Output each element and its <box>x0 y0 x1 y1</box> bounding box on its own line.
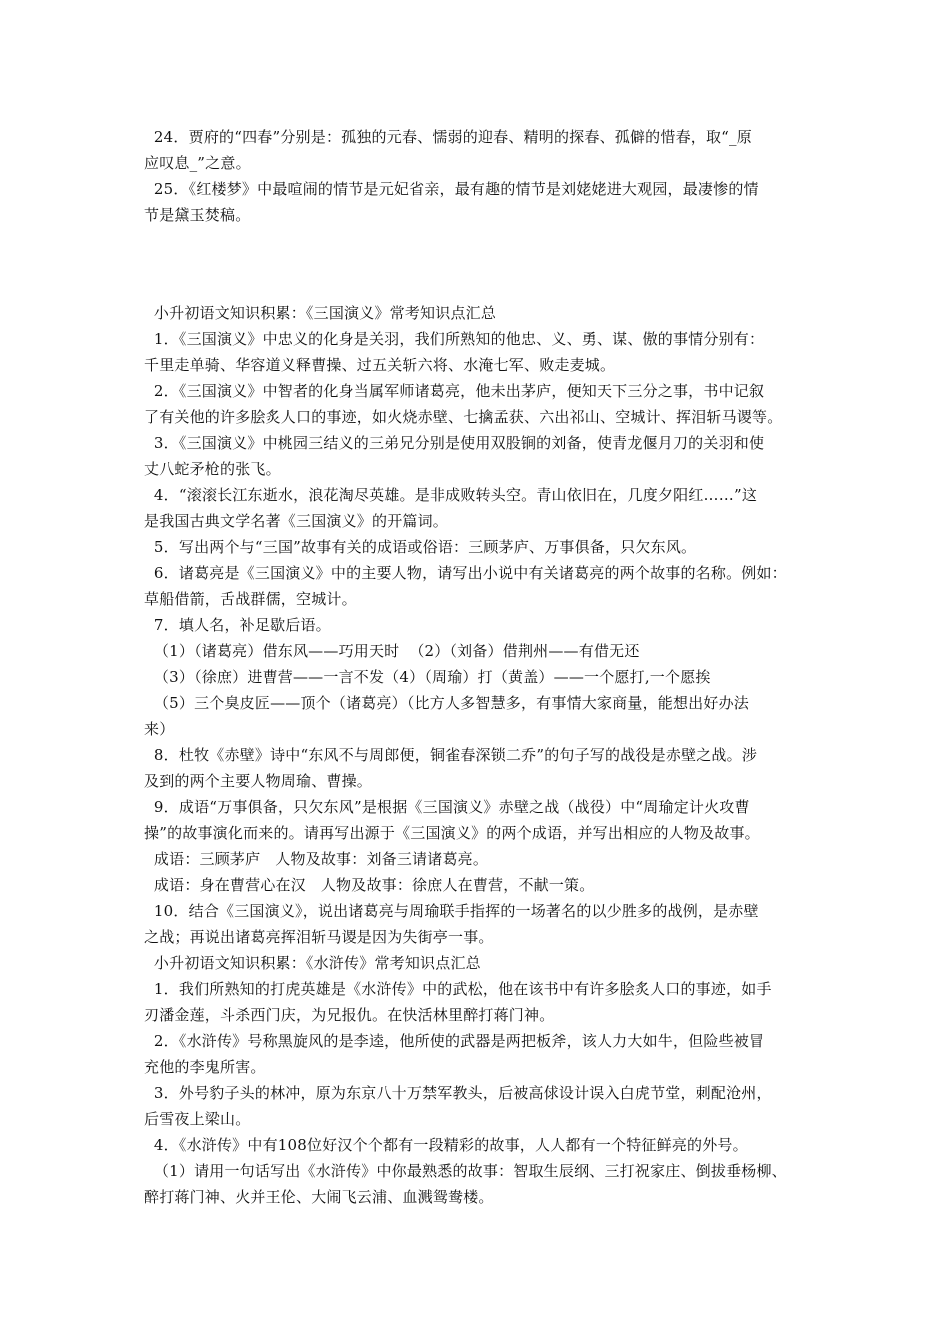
text-line: 25．《红楼梦》中最喧闹的情节是元妃省亲，最有趣的情节是刘姥姥进大观园，最凄惨的情 <box>144 180 759 198</box>
text-line: 7．填人名，补足歇后语。 <box>144 616 331 634</box>
red-chamber-notes <box>144 124 824 228</box>
text-line: 4．“滚滚长江东逝水，浪花淘尽英雄。是非成败转头空。青山依旧在，几度夕阳红……”这 <box>144 486 758 504</box>
text-line: 操”的故事演化而来的。请再写出源于《三国演义》的两个成语，并写出相应的人物及故事。 <box>144 824 760 842</box>
text-line: 3．《三国演义》中桃园三结义的三弟兄分别是使用双股锏的刘备，使青龙偃月刀的关羽和使 <box>144 434 765 452</box>
text-line: 及到的两个主要人物周瑜、曹操。 <box>144 772 373 790</box>
text-line: （1）（诸葛亮）借东风——巧用天时 （2）（刘备）借荆州——有借无还 <box>144 642 640 660</box>
text-line: 8．杜牧《赤壁》诗中“东风不与周郎便，铜雀春深锁二乔”的句子写的战役是赤壁之战。涉 <box>144 746 758 764</box>
classics-knowledge-notes <box>144 300 824 1210</box>
text-line: 1．我们所熟知的打虎英雄是《水浒传》中的武松，他在该书中有许多脍炙人口的事迹，如手 <box>144 980 772 998</box>
text-line: 9．成语“万事俱备，只欠东风”是根据《三国演义》赤壁之战（战役）中“周瑜定计火攻曹 <box>144 798 750 816</box>
text-line: 10．结合《三国演义》，说出诸葛亮与周瑜联手指挥的一场著名的以少胜多的战例，是赤壁 <box>144 902 759 920</box>
text-line: （5）三个臭皮匠——顶个（诸葛亮）（比方人多智慧多，有事情大家商量，能想出好办法 <box>144 694 749 712</box>
text-line: 刃潘金莲，斗杀西门庆，为兄报仇。在快活林里醉打蒋门神。 <box>144 1006 555 1024</box>
text-line: 小升初语文知识积累：《三国演义》常考知识点汇总 <box>144 304 497 322</box>
text-line: 应叹息_”之意。 <box>144 154 251 172</box>
text-line: 成语：三顾茅庐 人物及故事：刘备三请诸葛亮。 <box>144 850 489 868</box>
text-line: 千里走单骑、华容道义释曹操、过五关斩六将、水淹七军、败走麦城。 <box>144 356 616 374</box>
text-line: （1）请用一句话写出《水浒传》中你最熟悉的故事：智取生辰纲、三打祝家庄、倒拔垂杨柳、 <box>144 1162 787 1180</box>
text-line: 充他的李鬼所害。 <box>144 1058 266 1076</box>
text-line: 节是黛玉焚稿。 <box>144 206 251 224</box>
text-line: 是我国古典文学名著《三国演义》的开篇词。 <box>144 512 449 530</box>
text-line: 5．写出两个与“三国”故事有关的成语或俗语：三顾茅庐、万事俱备，只欠东风。 <box>144 538 697 556</box>
text-line: 24．贾府的“四春”分别是：孤独的元春、懦弱的迎春、精明的探春、孤僻的惜春，取“_原 <box>144 128 752 146</box>
text-line: 6．诸葛亮是《三国演义》中的主要人物，请写出小说中有关诸葛亮的两个故事的名称。例如： <box>144 564 787 582</box>
text-line: 2．《三国演义》中智者的化身当属军师诸葛亮，他未出茅庐，便知天下三分之事，书中记叙 <box>144 382 765 400</box>
text-line: 后雪夜上梁山。 <box>144 1110 251 1128</box>
text-line: 1．《三国演义》中忠义的化身是关羽，我们所熟知的他忠、义、勇、谋、傲的事情分别有： <box>144 330 765 348</box>
text-line: 来） <box>144 720 175 738</box>
text-line: 4．《水浒传》中有108位好汉个个都有一段精彩的故事，人人都有一个特征鲜亮的外号。 <box>144 1136 748 1154</box>
text-line: 了有关他的许多脍炙人口的事迹，如火烧赤壁、七擒孟获、六出祁山、空城计、挥泪斩马谡等。 <box>144 408 783 426</box>
text-line: 丈八蛇矛枪的张飞。 <box>144 460 281 478</box>
text-line: 小升初语文知识积累：《水浒传》常考知识点汇总 <box>144 954 481 972</box>
text-line: 成语：身在曹营心在汉 人物及故事：徐庶人在曹营，不献一策。 <box>144 876 595 894</box>
text-line: 之战；再说出诸葛亮挥泪斩马谡是因为失街亭一事。 <box>144 928 494 946</box>
text-line: 醉打蒋门神、火并王伦、大闹飞云浦、血溅鸳鸯楼。 <box>144 1188 494 1206</box>
text-line: 草船借箭，舌战群儒，空城计。 <box>144 590 357 608</box>
text-line: 3．外号豹子头的林冲，原为东京八十万禁军教头，后被高俅设计误入白虎节堂，刺配沧州， <box>144 1084 772 1102</box>
text-line: （3）（徐庶）进曹营——一言不发（4）（周瑜）打（黄盖）——一个愿打,一个愿挨 <box>144 668 711 686</box>
text-line: 2．《水浒传》号称黑旋风的是李逵，他所使的武器是两把板斧，该人力大如牛，但险些被冒 <box>144 1032 765 1050</box>
